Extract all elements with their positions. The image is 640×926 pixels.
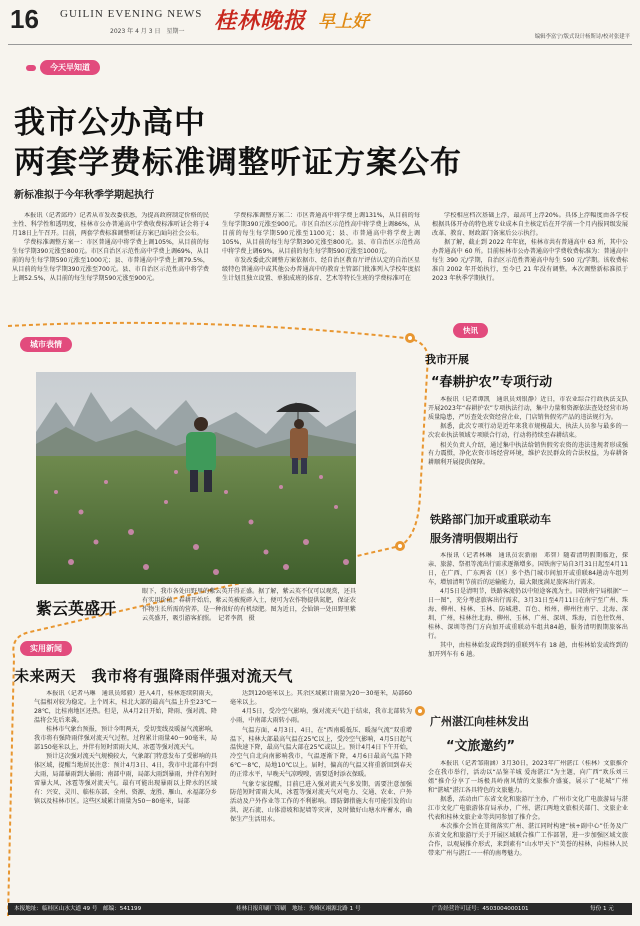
paragraph: 气温方面，4月3日、4日，在“西南暖低压、暖湿气流”双重增温下，桂林大部最高气温在25℃以上，受冷空气影响，4月5日起气温快速下降，最高气温大部在25℃或以上。预计4月4日下午开始，冷空气自北向南影响我市，气温逐渐下降，4月6日最高气温下降6℃～8℃，局地10℃以上。届时，偏高的气温又将重新回到春天的正常水平，早晚天气凉嗖嗖，需要适时添衣保暖。	[230, 726, 412, 779]
section-tag-today: 今天早知道	[40, 60, 100, 75]
paragraph: 达到120毫米以上。其余区域累计雨量为20～30毫米，局部60毫米以上。	[230, 690, 412, 706]
paragraph: 据了解，截止到 2022 年年底，桂林市共有普通高中 63 所，其中公办普通高中 60 所。目前桂林市公办普通高中学费收费标准为：普通高中每生 390 元/学期，自治区示范性普通高中每生 590 元/学期。该收费标准自 2002 年开始执行，至今已 21 年没有调整。本次调整新标准拟于 2023 年秋季学期执行。	[432, 239, 628, 282]
paragraph: 据悉，此次专项行动是近年来我市规模最大、执法人员参与最多的一次农业执法领域专项联合行动，行动将持续至春耕结束。	[428, 423, 628, 440]
flash2-headline-line2: 服务清明假期出行	[430, 532, 518, 545]
weather-column1	[34, 690, 217, 896]
footer-license: 广告经营许可证号：4503004000101	[432, 906, 529, 912]
flash2-body	[428, 552, 628, 695]
flash2-headline-line1: 铁路部门加开或重联动车	[430, 513, 551, 526]
main-subheadline: 新标准拟于今年秋季学期起执行	[14, 190, 154, 201]
main-headline	[14, 103, 634, 183]
paragraph: 相关负责人介绍，通过集中执法给销售假劣农资的违法违规者形成强有力震慑，净化农资市场经营环境，维护农民群众的合法权益，为春耕备耕顺利开展提供保障。	[428, 441, 628, 467]
section-tag-city: 城市表情	[20, 337, 72, 352]
paragraph: 桂林市气象台预报，预计今明两天，受切变线及暖湿气流影响，我市将有强降雨伴强对流天气过程，过程累计雨量40～90毫米，局部150毫米以上，并伴有短时雷雨大风、冰雹等强对流天气。	[34, 726, 217, 751]
footer-address: 本报地址：临桂区山水大道 49 号 邮编：541199	[14, 906, 142, 912]
flash1-body	[428, 396, 628, 500]
paragraph: 其中，由桂林始发或终到的重联列车有 18 趟，由桂林始发或终到的加开列车有 6 趟。	[428, 642, 628, 658]
paragraph: 气象专家提醒，目前已进入强对流天气多发期，需要注意加强防范短时雷雨大风、冰雹等强对流天气对电力、交通、农业、户外活动及户外作业等工作的不利影响。即防御措施大有可能引发的山洪、泥石流、山体滑坡和泥墙等灾害，及时做好山塘水库蓄水，确保生产生活用水。	[230, 780, 412, 824]
section-tag-practical: 实用新闻	[20, 641, 72, 656]
page-number: 16	[10, 4, 39, 34]
paragraph: 本报讯（记者邱玲）记者从市发改委获悉，为提高政府制定价格的民主性、科学性和透明度，桂林市公办普通高中学费收费标准听证会将于4月18日上午召开。目前，两套学费标准调整听证方案已面向社会公布。	[12, 212, 209, 237]
footer-price: 每份 1 元	[590, 906, 614, 912]
paragraph: 本次推介会旨在贯彻落实广州、湛江同时构建“核+副中心”任务及广东省文化和旅游厅关于开展区域联合推广工作部署，进一步加强区域文旅合作，以观展推介形式，来到素有“山水甲天下”美誉的桂林，向桂林人民带来广州与湛江一一样的南粤魅力。	[428, 823, 628, 858]
main-headline-line1: 我市公办高中	[14, 105, 206, 141]
paragraph: 本报讯（记者马琳 通讯员郑毅）进入4月，桂林连续阴雨天，气温相对较为稳定。上个周末，桂北大部的最高气温上升至23℃～28℃，比桂南地区还热。但是，从4月2日开始，降雨、强对流、降温将会先后来袭。	[34, 690, 217, 724]
photo-title: 紫云英盛开	[36, 599, 117, 618]
paper-name-en: GUILIN EVENING NEWS	[60, 8, 203, 20]
flash3-headline-line2: “文旅邀约”	[446, 739, 516, 754]
flash1-headline-line1: 我市开展	[425, 353, 469, 366]
paragraph: 学费标准调整方案二：市区普通高中将学费上调131%，从目前的每生每学期390元涨至900元。市区自治区示范性高中将学费上调86%，从目前的每生每学期590元涨至1100元；县、市普通高中将学费上调105%，从目前的每生每学期390元涨至800元。县、市自治区示范性高中将学费上调69%，从目前的每生每学期590元涨至1000元。	[222, 212, 420, 255]
main-headline-line2: 两套学费标准调整听证方案公布	[14, 145, 462, 181]
paragraph: 本报讯（记者林琳 通讯员农新丽 邓智）随着清明假期临近，探亲、旅游、祭祖等流出行需求逐渐增多。国铁南宁局自3月31日起至4月11日，在广西、广东两省（区）多个热门城市间加开或重联84趟动车组列车，增加清明节前后的运输能力，最大限度满足旅客出行需求。	[428, 552, 628, 586]
paper-logo: 桂林晚报	[214, 8, 307, 34]
paragraph: 4月5日，受冷空气影响，强对流天气趋于结束，我市北部转为小雨，中南部大雨转小雨。	[230, 708, 412, 725]
section-tag-news-flash: 快讯	[453, 323, 488, 338]
paragraph: 本报讯（记者邹雨涵）3月30日，2023年广州湛江（桂林）文旅推介会在我市举行，活动以“品鉴羊城 爱海湛江”为主题，向广西“欢乐刘三姐”推介分享了一场极具岭南风情的文旅推介盛宴，展示了“花城”广州和“湛城”湛江各具特色的文旅魅力。	[428, 760, 628, 794]
paragraph: 市发改委此次调整方案依据市、经自治区教育厅评估认定的自治区星级特色普通高中或其他公办普通高中的教育主管部门批准列入学校年度招生计划且独立设置、单独成班的体育、艺术等特长生班的学费标准可在	[222, 257, 420, 282]
footer-printer: 桂林日报印刷厂印刷 地址：秀峰区翊源北路 1 号	[236, 906, 361, 912]
paragraph: 学校相应档次基础上浮，最高可上浮20%。具体上浮幅度由各学校根据具体开办的特色班专业成本自主核定后在开学前一个月内报同级发展改革、教育、财政部门备案后公示执行。	[432, 212, 628, 237]
photo-caption: 眼下，我市各处田野里的紫云英开得正盛。据了解，紫云英不仅可以观赏，还具有实用价值。春耕开始后，紫云英被搅碎入土，便可为农作物提供氮肥，保证农作物生长所需的营养，是一种很好的有机绿肥。图为近日，会仙镇一处田野里紫云英盛开，吸引游客拍照。 记者李凯 摄	[142, 588, 356, 622]
flower-field-photo	[36, 372, 356, 584]
article1-column3	[432, 212, 628, 292]
editors-credit: 编辑李富宁/版式设计杨斯诗/校对张建平	[534, 34, 630, 40]
flash3-body	[428, 760, 628, 896]
masthead-divider	[8, 44, 632, 45]
paragraph: 4月5日是清明节，铁路客流仍以中短途客流为主。国铁南宁局根据“一日一图”，充分考虑旅客出行需求，3月31日至4月11日在南宁至广州、珠海、柳州、桂林、玉林、防城港、百色、梧州，柳州往南宁、北海、深圳、广州，桂林往北海、柳州、玉林、广州、深圳、珠海，百色往钦州、桂林、深圳等热门方向加开或重联动车组共84趟，服务清明假期旅客出行。	[428, 588, 628, 640]
edition-name: 早上好	[318, 12, 369, 32]
issue-date: 2023 年 4 月 3 日 星期一	[110, 28, 185, 35]
paragraph: 预计这次强对流天气规模较大，气象部门特意发布了受影响的具体区域，提醒当地居民注意：预计4月3日、4日，我市中北部有中到大雨，局部暴雨到大暴雨；南部中雨，局部大雨到暴雨，并伴有短时雷暴大风、冰雹等强对流天气。最有可能出现暴雨以上降水的区域有：兴安、灵川、临桂东部、全州、资源、龙胜、雁山、永福部分乡镇以及桂林市区。这些区域累计雨量为50～80毫米，局部	[34, 753, 217, 805]
paragraph: 据悉，活动由广东省文化和旅游厅主办，广州市文化广电旅游局与湛江市文化广电旅游体育局承办，广州、湛江两地文旅相关部门、文旅企业代表和桂林文旅企业等共同参加了推介会。	[428, 796, 628, 821]
flash3-headline-line1: 广州湛江向桂林发出	[430, 715, 529, 728]
weather-headline: 未来两天 我市将有强降雨伴强对流天气	[14, 667, 294, 685]
paragraph: 学费标准调整方案一：市区普通高中将学费上调105%，从目前的每生每学期390元涨至800元。市区自治区示范性高中学费上调69%，从目前的每生每学期590元涨至1000元；县、市普通高中学费上调79.5%，从目前的每生每学期390元涨至700元。县、市自治区示范性高中将学费上调52.5%，从目前的每生每学期590元涨至900元。	[12, 239, 209, 282]
paragraph: 本报讯（记者谭凯 通讯员刘银静）近日，市农业综合行政执法支队开展2023年“春耕护农”专项执法行动，集中力量和资源依法查处经营市场质量隐患，严厉查处农资经营企业，门店销售假劣产品的违法规行为。	[428, 396, 628, 421]
weather-column2	[230, 690, 412, 896]
flash1-headline-line2: “春耕护农”专项行动	[431, 375, 553, 390]
